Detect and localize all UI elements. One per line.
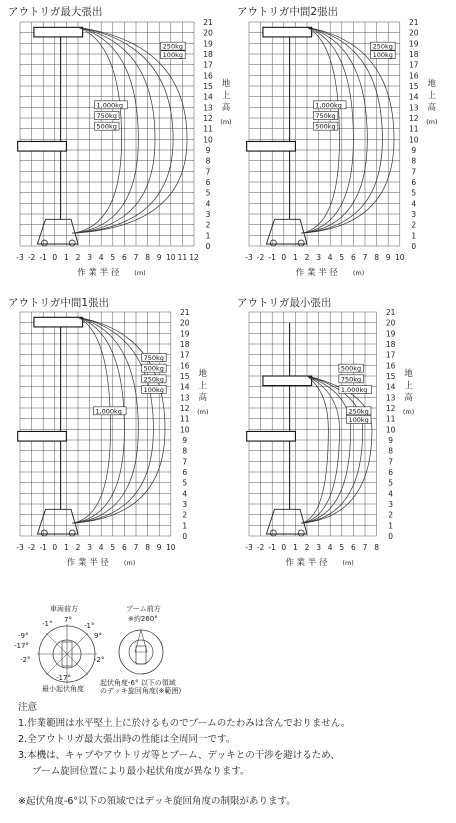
envelope-curve — [72, 317, 138, 523]
y-tick-label: 6 — [205, 178, 211, 187]
y-tick-label: 1 — [182, 521, 188, 531]
capacity-label: 100kg — [143, 386, 164, 394]
capacity-label: 100kg — [162, 51, 183, 60]
x-tick-label: 6 — [122, 543, 127, 552]
panel-title-max: アウトリガ最大張出 — [8, 6, 103, 18]
y-tick-label: 1 — [205, 231, 211, 241]
angle-label: -17° — [14, 642, 29, 650]
x-axis-unit: (m) — [342, 559, 354, 567]
y-tick-label: 7 — [182, 457, 188, 467]
capacity-label: 500kg — [96, 122, 117, 131]
y-tick-label: 12 — [203, 114, 213, 123]
y-tick-label: 17 — [180, 350, 190, 360]
envelope-curve — [301, 376, 372, 523]
x-tick-label: -3 — [16, 253, 24, 262]
x-tick-label: 1 — [293, 253, 298, 262]
y-tick-label: 2 — [388, 510, 393, 520]
y-tick-label: 0 — [388, 532, 393, 541]
x-tick-label: 9 — [156, 253, 162, 262]
x-tick-label: 8 — [374, 543, 379, 552]
wheel — [69, 240, 75, 246]
y-tick-label: 19 — [409, 39, 419, 49]
y-tick-label: 17 — [203, 60, 213, 70]
wheel — [69, 530, 75, 536]
y-tick-label: 13 — [180, 393, 190, 403]
y-axis-label: 地 — [404, 369, 413, 379]
y-tick-label: 19 — [180, 329, 190, 339]
capacity-label: 1,000kg — [340, 386, 368, 394]
y-tick-label: 1 — [388, 521, 393, 531]
y-tick-label: 19 — [385, 329, 396, 339]
x-tick-label: 10 — [166, 543, 176, 552]
x-tick-label: -1 — [39, 543, 47, 552]
y-tick-label: 0 — [411, 242, 417, 251]
platform-mid — [247, 431, 296, 441]
y-tick-label: 7 — [205, 167, 211, 177]
x-tick-label: -2 — [27, 253, 36, 262]
y-tick-label: 10 — [409, 135, 419, 145]
x-axis-unit: (m) — [352, 269, 365, 277]
y-tick-label: 8 — [411, 156, 417, 166]
panel-title-min: アウトリガ最小張出 — [237, 297, 332, 309]
y-axis-label: 上 — [198, 381, 208, 391]
y-tick-label: 12 — [385, 404, 396, 413]
y-axis-unit: (m) — [220, 118, 232, 126]
x-tick-label: 3 — [316, 253, 321, 262]
y-tick-label: 0 — [182, 532, 188, 541]
x-tick-label: 5 — [339, 543, 345, 552]
x-tick-label: 0 — [52, 253, 58, 262]
x-tick-label: 2 — [75, 543, 81, 552]
x-axis-unit: (m) — [134, 269, 146, 277]
y-tick-label: 8 — [182, 446, 188, 456]
y-tick-label: 21 — [203, 18, 213, 27]
note-item: 2.全アウトリガ最大張出時の性能は全周同一です。 — [18, 734, 236, 745]
y-tick-label: 20 — [409, 28, 419, 38]
work-range-chart-mid1 — [0, 304, 228, 576]
capacity-label: 1,000kg — [95, 407, 122, 416]
y-tick-label: 6 — [411, 178, 417, 187]
y-axis-label: 地 — [427, 79, 437, 89]
y-axis-label: 地 — [198, 369, 208, 379]
y-tick-label: 5 — [205, 188, 211, 198]
y-axis-label: 上 — [221, 91, 231, 101]
y-axis-label: 高 — [221, 103, 231, 113]
y-tick-label: 16 — [203, 71, 213, 81]
y-tick-label: 10 — [385, 425, 396, 435]
y-tick-label: 7 — [388, 457, 393, 467]
x-tick-label: 10 — [395, 253, 405, 262]
y-tick-label: 3 — [205, 210, 211, 219]
x-tick-label: 3 — [87, 543, 92, 552]
x-tick-label: 1 — [64, 253, 69, 262]
y-tick-label: 18 — [409, 50, 419, 59]
envelope-curve — [72, 317, 124, 523]
y-tick-label: 20 — [180, 318, 190, 328]
x-tick-label: 8 — [145, 543, 150, 552]
wheel — [270, 240, 276, 246]
capacity-label: 250kg — [143, 375, 164, 384]
x-tick-label: 2 — [304, 253, 310, 262]
y-tick-label: 17 — [385, 350, 396, 360]
y-tick-label: 2 — [205, 220, 211, 230]
panel-title-mid1: アウトリガ中間1張出 — [8, 297, 110, 309]
work-range-chart-mid2 — [228, 14, 456, 286]
y-tick-label: 11 — [409, 124, 419, 134]
x-tick-label: 9 — [156, 543, 162, 552]
y-tick-label: 5 — [388, 478, 393, 488]
x-tick-label: 5 — [110, 253, 116, 262]
x-tick-label: 6 — [351, 253, 356, 262]
x-tick-label: -1 — [39, 253, 47, 262]
y-axis-label: 地 — [221, 79, 231, 89]
y-tick-label: 5 — [182, 478, 188, 488]
y-tick-label: 4 — [182, 489, 188, 499]
x-axis-label: 作 業 半 径 — [66, 558, 109, 568]
capacity-label: 500kg — [143, 364, 164, 373]
x-tick-label: 7 — [133, 253, 139, 262]
x-tick-label: -2 — [27, 543, 36, 552]
work-range-chart-max — [0, 14, 232, 286]
x-tick-label: -1 — [268, 543, 276, 552]
note-item: 1.作業範囲は水平堅土上に於けるものでブームのたわみは含んでおりません。 — [18, 718, 351, 729]
panel-title-mid2: アウトリガ中間2張出 — [237, 6, 339, 18]
angle-label: -2° — [94, 656, 105, 664]
y-tick-label: 16 — [180, 361, 190, 371]
note-item: 3.本機は、キャブやアウトリガ等とブーム、デッキとの干渉を避けるため、 — [18, 750, 340, 761]
y-tick-label: 2 — [182, 510, 188, 520]
y-tick-label: 5 — [411, 188, 417, 198]
y-tick-label: 15 — [385, 372, 396, 381]
envelope-curve — [301, 376, 328, 523]
y-tick-label: 15 — [180, 372, 190, 381]
x-tick-label: 10 — [166, 253, 176, 262]
platform-mid — [18, 141, 67, 151]
y-tick-label: 15 — [203, 82, 213, 91]
x-tick-label: 0 — [52, 543, 58, 552]
x-tick-label: -3 — [245, 253, 253, 262]
y-tick-label: 7 — [411, 167, 417, 177]
wheel — [298, 530, 304, 536]
capacity-label: 250kg — [162, 42, 183, 51]
y-tick-label: 0 — [205, 242, 211, 251]
y-tick-label: 4 — [388, 489, 393, 499]
y-tick-label: 9 — [388, 436, 393, 445]
y-tick-label: 11 — [203, 124, 213, 134]
note-item: ※起伏角度-6°以下の領域ではデッキ旋回角度の制限があります。 — [18, 796, 296, 807]
capacity-label: 1,000kg — [96, 101, 124, 110]
x-tick-label: -2 — [256, 543, 265, 552]
x-tick-label: 7 — [362, 253, 368, 262]
y-tick-label: 16 — [385, 361, 396, 371]
angle-label: -1° — [84, 622, 95, 630]
x-tick-label: 5 — [110, 543, 116, 552]
y-axis-unit: (m) — [197, 408, 209, 416]
y-axis-unit: (m) — [426, 118, 438, 126]
x-tick-label: 7 — [362, 543, 368, 552]
boom-front-label: ブーム前方 — [126, 605, 161, 613]
y-tick-label: 21 — [409, 18, 419, 27]
x-tick-label: 3 — [316, 543, 321, 552]
capacity-label: 100kg — [372, 51, 393, 60]
x-tick-label: 4 — [98, 543, 104, 552]
y-tick-label: 4 — [411, 199, 417, 209]
platform-mid — [18, 431, 67, 441]
x-tick-label: -1 — [268, 253, 276, 262]
deck-caption-1: 起伏角度-6° 以下の領域 — [100, 679, 176, 687]
y-tick-label: 18 — [180, 340, 190, 349]
angle-label: -9° — [18, 632, 29, 640]
angle-label: -2° — [20, 656, 31, 664]
envelope-curve — [72, 27, 173, 233]
y-tick-label: 6 — [388, 468, 393, 477]
envelope-curve — [301, 376, 350, 523]
platform-top — [263, 27, 312, 37]
y-tick-label: 14 — [385, 382, 396, 392]
y-axis-label: 高 — [404, 393, 413, 403]
y-tick-label: 8 — [388, 446, 393, 456]
x-tick-label: 1 — [64, 543, 69, 552]
y-axis-label: 高 — [198, 393, 208, 403]
x-axis-unit: (m) — [123, 559, 136, 567]
capacity-label: 250kg — [372, 42, 393, 51]
capacity-label: 750kg — [315, 112, 336, 120]
y-tick-label: 4 — [205, 199, 211, 209]
x-tick-label: 6 — [351, 543, 356, 552]
x-tick-label: 0 — [281, 543, 287, 552]
x-tick-label: -3 — [245, 543, 253, 552]
envelope-curve — [72, 317, 165, 523]
angle-label: 7° — [64, 616, 72, 624]
deck-rotation-circle — [108, 624, 178, 684]
wheel — [298, 240, 304, 246]
y-tick-label: 14 — [180, 382, 190, 392]
platform-top — [34, 27, 83, 37]
platform-top — [34, 317, 83, 327]
notes-section — [18, 700, 350, 810]
y-tick-label: 19 — [203, 39, 213, 49]
capacity-label: 100kg — [348, 415, 369, 424]
y-tick-label: 11 — [180, 414, 190, 424]
y-tick-label: 10 — [203, 135, 213, 145]
capacity-label: 500kg — [340, 364, 362, 373]
capacity-label: 750kg — [143, 354, 164, 362]
platform-mid — [247, 141, 296, 151]
note-item: ブーム旋回位置により最小起伏角度が異なります。 — [32, 766, 250, 777]
x-tick-label: 6 — [122, 253, 127, 262]
x-tick-label: 2 — [304, 543, 310, 552]
y-tick-label: 18 — [203, 50, 213, 59]
x-tick-label: 12 — [189, 253, 199, 262]
y-axis-label: 上 — [404, 381, 413, 391]
y-tick-label: 15 — [409, 82, 419, 91]
y-axis-label: 上 — [427, 91, 437, 101]
y-tick-label: 20 — [385, 318, 396, 328]
platform-top — [263, 376, 312, 386]
y-tick-label: 8 — [205, 156, 211, 166]
y-tick-label: 2 — [411, 220, 417, 230]
capacity-label: 750kg — [340, 375, 362, 384]
y-tick-label: 16 — [409, 71, 419, 81]
y-tick-label: 11 — [385, 414, 396, 424]
x-axis-label: 作 業 半 径 — [77, 268, 120, 278]
x-tick-label: 4 — [327, 543, 333, 552]
wheel — [270, 530, 276, 536]
x-tick-label: -3 — [16, 543, 24, 552]
y-axis-unit: (m) — [402, 408, 415, 416]
y-tick-label: 21 — [385, 308, 396, 317]
y-tick-label: 13 — [385, 393, 396, 403]
y-tick-label: 20 — [203, 28, 213, 38]
x-tick-label: 1 — [293, 543, 298, 552]
y-tick-label: 14 — [203, 92, 213, 102]
x-tick-label: 9 — [385, 253, 391, 262]
y-tick-label: 12 — [409, 114, 419, 123]
y-tick-label: 6 — [182, 468, 188, 477]
capacity-label: 750kg — [96, 112, 117, 120]
y-tick-label: 13 — [203, 103, 213, 113]
x-tick-label: 4 — [327, 253, 333, 262]
y-tick-label: 10 — [180, 425, 190, 435]
x-tick-label: 0 — [281, 253, 287, 262]
y-tick-label: 9 — [411, 146, 417, 155]
x-axis-label: 作 業 半 径 — [285, 558, 328, 568]
y-tick-label: 21 — [180, 308, 190, 317]
angle-label: 9° — [94, 632, 102, 640]
x-tick-label: 5 — [339, 253, 345, 262]
y-tick-label: 9 — [182, 436, 188, 445]
capacity-label: 500kg — [315, 122, 336, 131]
deck-angle-label: ※約260° — [128, 615, 158, 623]
angle-label: -1° — [42, 620, 53, 628]
work-range-chart-min — [228, 304, 456, 576]
y-tick-label: 13 — [409, 103, 419, 113]
capacity-label: 250kg — [348, 407, 369, 416]
x-tick-label: 3 — [87, 253, 92, 262]
y-tick-label: 1 — [411, 231, 417, 241]
notes-heading: 注意 — [18, 702, 38, 713]
x-tick-label: 8 — [145, 253, 150, 262]
deck-caption-2: のデッキ旋回角度(※範囲) — [100, 687, 182, 695]
wheel — [41, 530, 47, 536]
x-tick-label: 2 — [75, 253, 81, 262]
min-angle-caption: 最小起伏角度 — [42, 685, 84, 693]
x-tick-label: 8 — [374, 253, 379, 262]
wheel — [41, 240, 47, 246]
capacity-label: 1,000kg — [315, 101, 342, 110]
x-tick-label: 7 — [133, 543, 139, 552]
y-tick-label: 12 — [180, 404, 190, 413]
y-tick-label: 3 — [411, 210, 417, 219]
y-tick-label: 17 — [409, 60, 419, 70]
y-tick-label: 3 — [388, 500, 393, 509]
x-tick-label: -2 — [256, 253, 265, 262]
angle-label: -17° — [56, 674, 71, 682]
y-tick-label: 3 — [182, 500, 188, 509]
x-tick-label: 11 — [177, 253, 188, 262]
x-tick-label: 4 — [98, 253, 104, 262]
y-tick-label: 14 — [409, 92, 419, 102]
y-tick-label: 18 — [385, 340, 396, 349]
y-tick-label: 9 — [205, 146, 211, 155]
x-axis-label: 作 業 半 径 — [295, 268, 338, 278]
vehicle-front-label: 車両前方 — [50, 605, 78, 613]
y-axis-label: 高 — [427, 103, 437, 113]
